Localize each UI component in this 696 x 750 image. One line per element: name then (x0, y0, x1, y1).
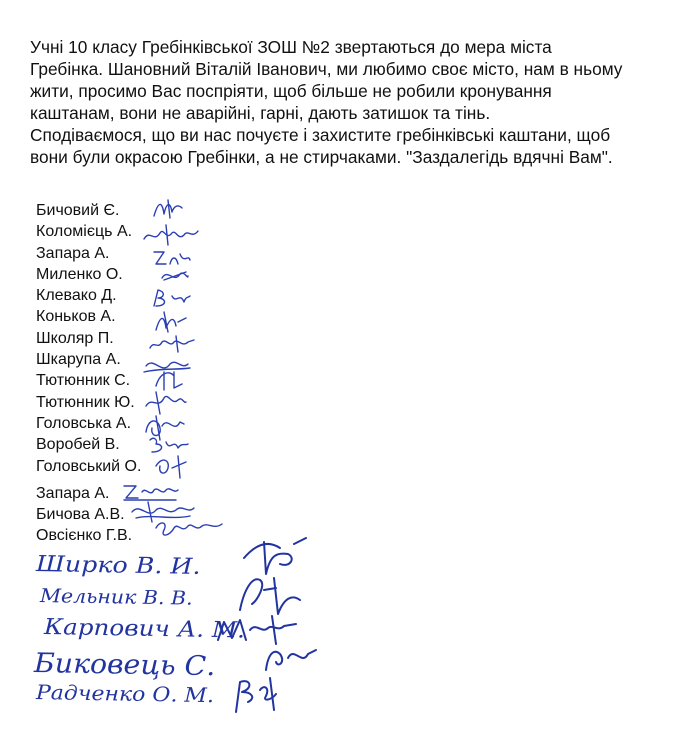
handwritten-signature-mark (226, 668, 286, 720)
signer-name: Запара А. (36, 244, 110, 262)
appeal-line: жити, просимо Вас поспріяти, щоб більше не робили кронування (30, 81, 552, 101)
signer-name: Овсієнко Г.В. (36, 527, 133, 545)
signer-name: Шкарупа А. (36, 351, 121, 369)
signature (140, 221, 206, 247)
handwritten-signer: Радченко О. М. (35, 680, 215, 708)
appeal-line: каштанам, вони не аварійні, гарні, дають затишок та тінь. (30, 103, 491, 123)
signer-name: Тютюнник С. (36, 372, 131, 390)
signature (150, 286, 192, 310)
signature (150, 246, 194, 268)
appeal-text (30, 36, 670, 168)
signer-name: Головський О. (36, 457, 142, 475)
signature (150, 452, 192, 480)
handwritten-signer: Карпович А. М. (43, 615, 246, 644)
signer-name: Коломієць А. (36, 223, 133, 241)
signer-name: Воробей В. (36, 436, 120, 454)
handwritten-signer: Ширко В. И. (35, 552, 201, 580)
handwritten-signer: Биковець С. (33, 648, 216, 683)
signer-name: Школяр П. (36, 329, 114, 347)
handwritten-signer: Мельник В. В. (39, 585, 193, 610)
signer-name: Головська А. (36, 414, 132, 432)
signature (146, 332, 200, 354)
signature (150, 308, 190, 334)
appeal-line: Учні 10 класу Гребінківської ЗОШ №2 звертаються до мера міста (30, 37, 552, 57)
appeal-line: Гребінка. Шановний Віталій Іванович, ми любимо своє місто, нам в ньому (30, 59, 623, 79)
signer-name: Клевако Д. (36, 287, 117, 305)
appeal-line: вони були окрасою Гребінки, а не стирчаками. "Заздалегідь вдячні Вам". (30, 147, 613, 167)
signer-name: Бичовий Є. (36, 202, 120, 219)
signer-name: Миленко О. (36, 265, 123, 283)
signature (150, 196, 190, 220)
signer-name: Бичова А.В. (36, 506, 125, 524)
signer-name: Коньков А. (36, 308, 116, 326)
appeal-line: Сподіваємося, що ви нас почуєте і захистите гребінківські каштани, щоб (30, 125, 611, 145)
signer-name: Тютюнник Ю. (36, 393, 135, 411)
signature (158, 266, 192, 286)
signer-name: Запара А. (36, 484, 110, 502)
signature (150, 516, 226, 540)
